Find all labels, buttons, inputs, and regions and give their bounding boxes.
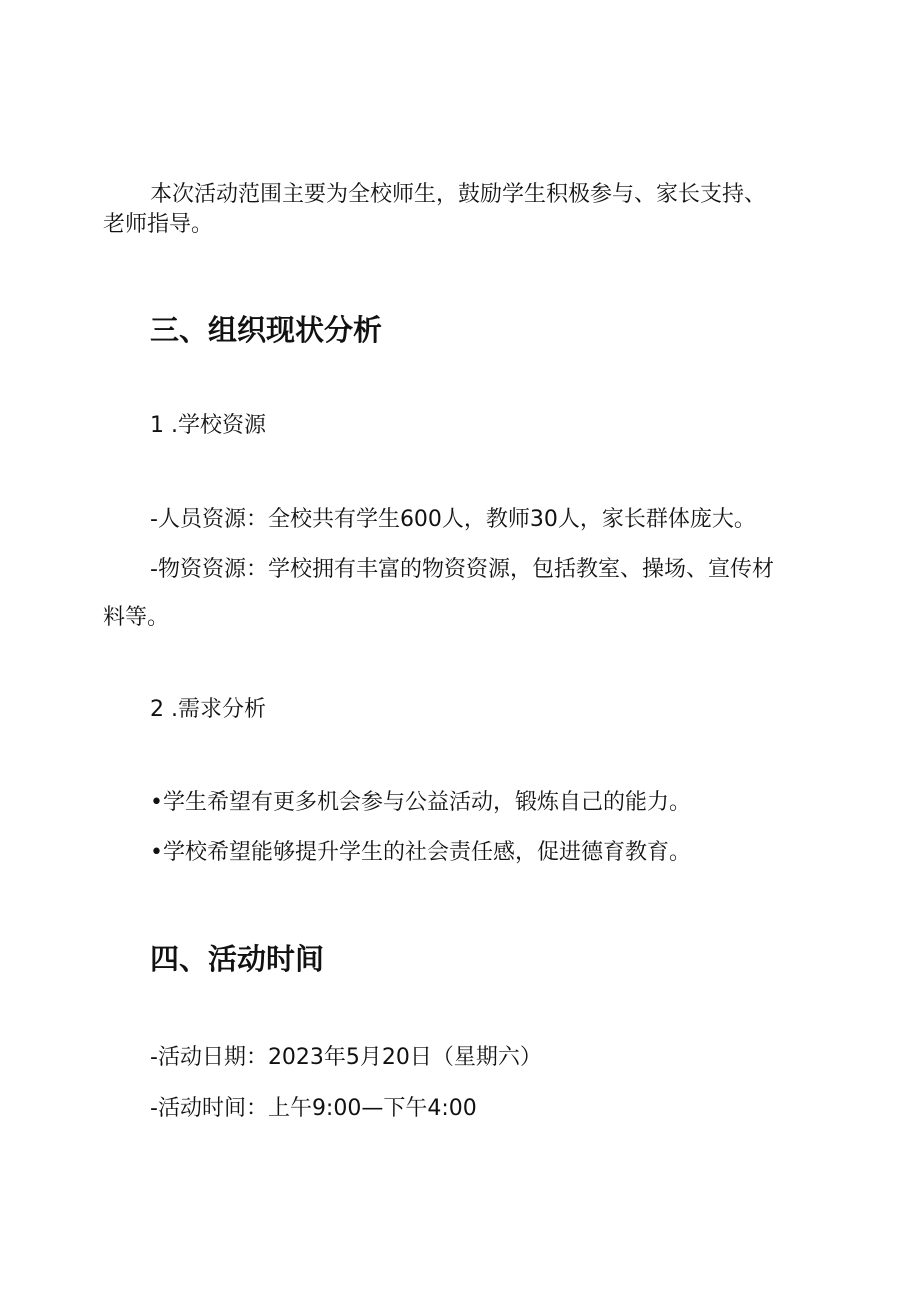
- list-item-personnel-resources: -人员资源：全校共有学生600人，教师30人，家长群体庞大。: [150, 507, 756, 532]
- subsection-title-school-resources: 1 .学校资源: [150, 413, 266, 438]
- list-item-material-resources-line-2: 料等。: [103, 605, 170, 630]
- list-item-student-needs: •学生希望有更多机会参与公益活动，锻炼自己的能力。: [150, 790, 691, 815]
- intro-line-1: 本次活动范围主要为全校师生，鼓励学生积极参与、家长支持、: [150, 182, 767, 207]
- section-heading-3: 三、组织现状分析: [150, 313, 383, 347]
- section-heading-4: 四、活动时间: [150, 942, 325, 976]
- list-item-activity-time: -活动时间：上午9:00—下午4:00: [150, 1096, 477, 1121]
- intro-line-2: 老师指导。: [103, 212, 214, 237]
- list-item-school-needs: •学校希望能够提升学生的社会责任感，促进德育教育。: [150, 840, 691, 865]
- subsection-title-needs-analysis: 2 .需求分析: [150, 697, 266, 722]
- list-item-activity-date: -活动日期：2023年5月20日（星期六）: [150, 1045, 542, 1070]
- list-item-material-resources-line-1: -物资资源：学校拥有丰富的物资资源，包括教室、操场、宣传材: [150, 557, 774, 582]
